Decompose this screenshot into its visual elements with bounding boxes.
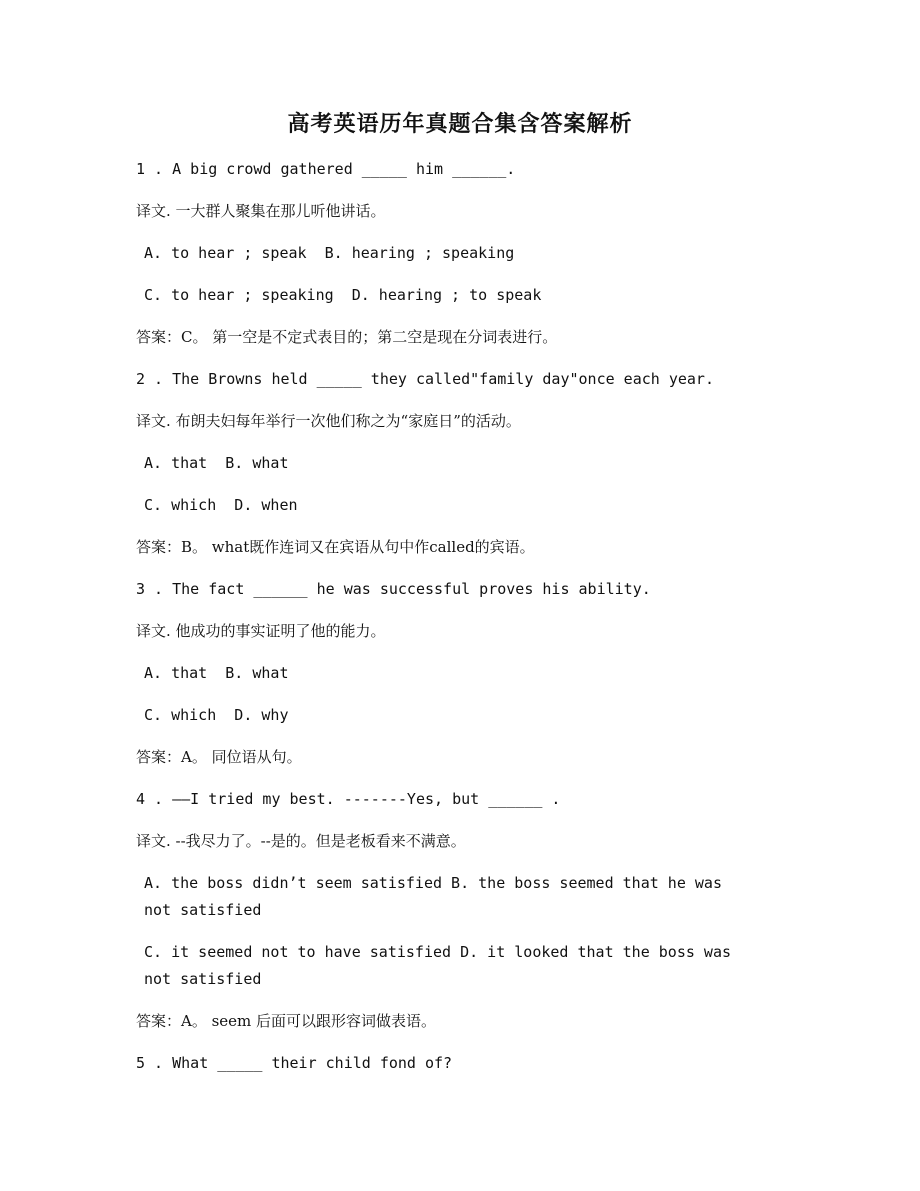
question-stem: 5 . What _____ their child fond of? [136,1054,453,1072]
question-translation: 译文. 布朗夫妇每年举行一次他们称之为“家庭日”的活动。 [136,412,521,430]
question-stem: 4 . ——I tried my best. -------Yes, but ______ . [136,790,561,808]
question-answer: 答案：A。 seem 后面可以跟形容词做表语。 [136,1012,437,1030]
question-options: A. that B. what [144,454,289,472]
question-options: C. to hear ; speaking D. hearing ; to speak [144,286,542,304]
question-options: C. which D. why [144,706,289,724]
question-options: A. the boss didn’t seem satisfied B. the boss seemed that he was not satisfied [144,874,731,919]
question-translation: 译文. --我尽力了。--是的。但是老板看来不满意。 [136,832,466,850]
question-answer: 答案：C。 第一空是不定式表目的；第二空是现在分词表进行。 [136,328,558,346]
question-options: C. it seemed not to have satisfied D. it looked that the boss was not satisfied [144,943,741,988]
question-options: A. to hear ; speak B. hearing ; speaking [144,244,515,262]
question-answer: 答案：B。 what既作连词又在宾语从句中作called的宾语。 [136,538,535,556]
question-list [136,156,756,1092]
question-translation: 译文. 一大群人聚集在那儿听他讲话。 [136,202,386,220]
question-answer: 答案：A。 同位语从句。 [136,748,302,766]
question-options: C. which D. when [144,496,298,514]
question-stem: 2 . The Browns held _____ they called"family day"once each year. [136,370,714,388]
question-options: A. that B. what [144,664,289,682]
question-stem: 3 . The fact ______ he was successful proves his ability. [136,580,651,598]
page-title: 高考英语历年真题合集含答案解析 [287,111,633,137]
question-translation: 译文. 他成功的事实证明了他的能力。 [136,622,386,640]
question-stem: 1 . A big crowd gathered _____ him ______. [136,160,516,178]
